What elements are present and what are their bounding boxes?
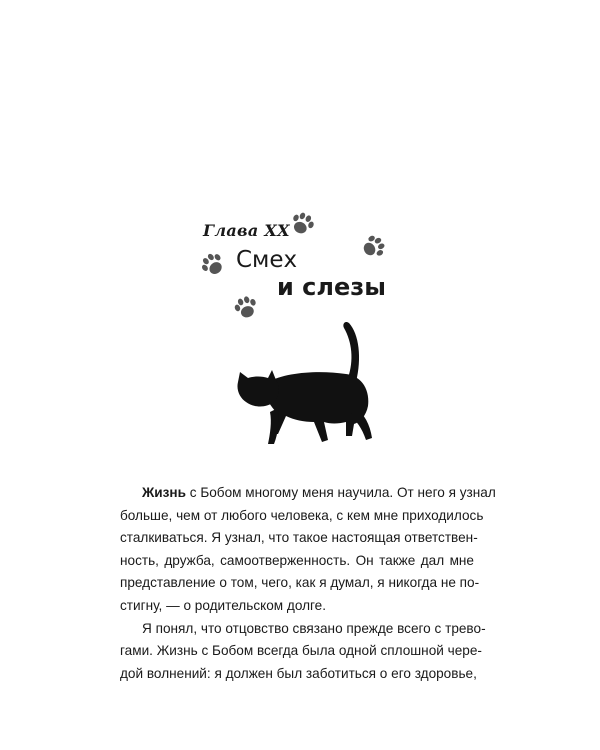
paragraph-line: больше, чем от любого человека, с кем мне приходилось	[120, 507, 484, 523]
paragraph-line: гами. Жизнь с Бобом всегда была одной сплошной чере-	[120, 643, 482, 659]
paragraph-line: представление о том, чего, как я думал, я никогда не по-	[120, 575, 480, 591]
paragraph-line: стигну, — о родительском долге.	[120, 597, 327, 613]
chapter-title-line1: Смех	[236, 247, 298, 273]
first-word: Жизнь	[142, 485, 186, 500]
chapter-label: Глава XX	[203, 221, 290, 240]
chapter-title-line2: и слезы	[277, 273, 386, 301]
paragraph-line: сталкиваться. Я узнал, что такое настоящая ответствен-	[120, 530, 478, 546]
paragraph-line: ность, дружба, самоотверженность. Он также дал мне	[120, 552, 474, 568]
paw-print-icon	[353, 227, 394, 268]
paragraph-line: Жизнь с Бобом многому меня научила. От него я узнал	[142, 485, 496, 500]
paragraph-line: Я понял, что отцовство связано прежде всего с трево-	[142, 620, 486, 636]
paragraph-line: дой волнений: я должен был заботиться о его здоровье,	[120, 665, 477, 681]
black-cat-silhouette-icon	[228, 316, 388, 451]
body-text	[120, 482, 496, 685]
paw-print-icon	[192, 244, 234, 286]
